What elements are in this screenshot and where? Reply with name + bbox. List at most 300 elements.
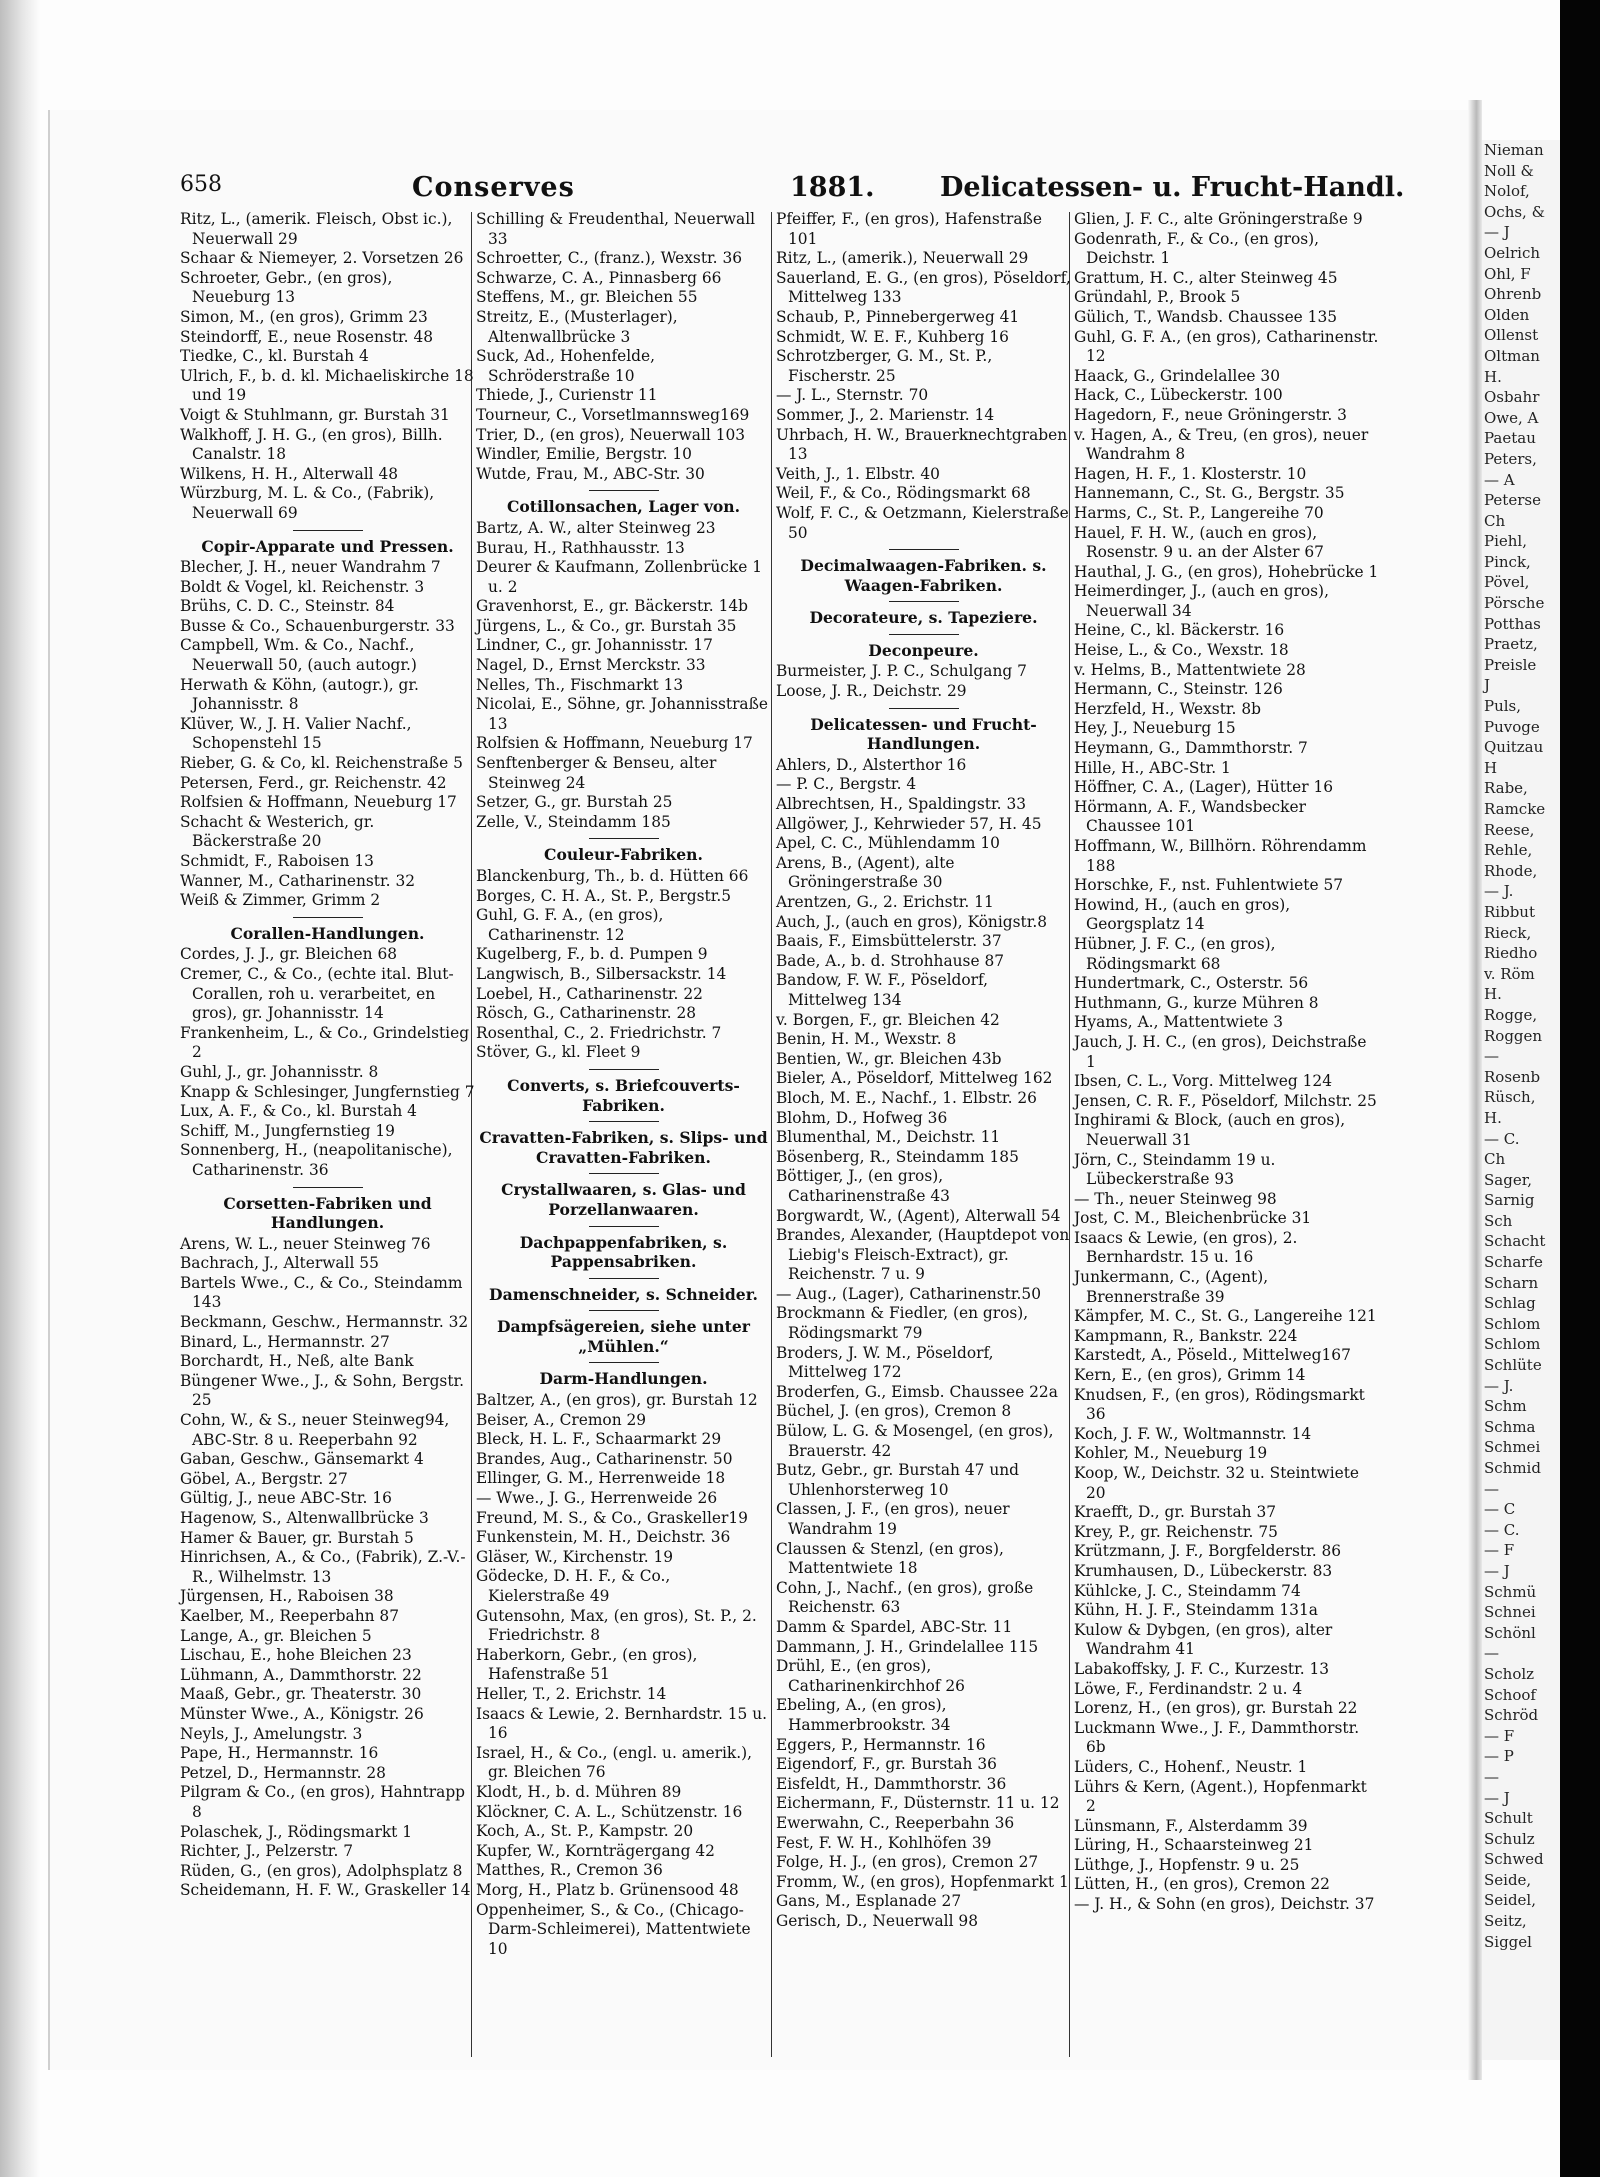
directory-entry: Funkenstein, M. H., Deichstr. 36 [476, 1528, 731, 1547]
facing-page-text: Schult [1484, 1809, 1533, 1828]
directory-entry: Loebel, H., Catharinenstr. 22 [476, 984, 703, 1003]
section-heading: Corallen-Handlungen. [180, 917, 475, 944]
directory-entry: Weiß & Zimmer, Grimm 2 [180, 891, 381, 910]
directory-entry: Fromm, W., (en gros), Hopfenmarkt 1 [776, 1872, 1069, 1891]
directory-entry: Godenrath, F., & Co., (en gros), Deichstr. 1 [1074, 229, 1320, 268]
facing-page-text: — J [1484, 1561, 1510, 1580]
section-heading: Dachpappenfabriken, s. Pappensabriken. [476, 1226, 771, 1272]
facing-page-text: Pinck, [1484, 552, 1531, 571]
directory-entry: Beiser, A., Cremon 29 [476, 1410, 647, 1429]
facing-page-text: — J. [1484, 1376, 1514, 1395]
facing-page-text: v. Röm [1484, 964, 1535, 983]
directory-entry: Kulow & Dybgen, (en gros), alter Wandrahm 41 [1074, 1620, 1333, 1659]
facing-page-text: Schnei [1484, 1603, 1536, 1622]
facing-page-text: Schlom [1484, 1314, 1541, 1333]
facing-page-text: Ohl, F [1484, 264, 1531, 283]
directory-entry: Blecher, J. H., neuer Wandrahm 7 [180, 558, 441, 577]
directory-entry: Gründahl, P., Brook 5 [1074, 288, 1241, 307]
directory-entry: — J. H., & Sohn (en gros), Deichstr. 37 [1074, 1895, 1375, 1914]
directory-entry: Bartels Wwe., C., & Co., Steindamm 143 [180, 1273, 463, 1312]
directory-entry: Büngener Wwe., J., & Sohn, Bergstr. 25 [180, 1371, 465, 1410]
directory-entry: Bülow, L. G. & Mosengel, (en gros), Brauerstr. 42 [776, 1422, 1054, 1460]
directory-entry: Hyams, A., Mattentwiete 3 [1074, 1013, 1284, 1032]
directory-entry: Nagel, D., Ernst Merckstr. 33 [476, 656, 706, 675]
directory-entry: Damm & Spardel, ABC-Str. 11 [776, 1617, 1013, 1636]
directory-entry: Schacht & Westerich, gr. Bäckerstraße 20 [180, 812, 375, 851]
directory-entry: Schwarze, C. A., Pinnasberg 66 [476, 268, 722, 287]
directory-entry: Fest, F. W. H., Kohlhöfen 39 [776, 1833, 992, 1852]
directory-entry: Morg, H., Platz b. Grünensood 48 [476, 1880, 739, 1899]
directory-entry: Schiff, M., Jungfernstieg 19 [180, 1121, 395, 1140]
facing-page-text: Schwed [1484, 1850, 1544, 1869]
directory-entry: Kern, E., (en gros), Grimm 14 [1074, 1366, 1306, 1385]
directory-entry: Wolf, F. C., & Oetzmann, Kielerstraße 50 [776, 503, 1069, 542]
directory-entry: Lüders, C., Hohenf., Neustr. 1 [1074, 1757, 1308, 1776]
directory-entry: Lorenz, H., (en gros), gr. Burstah 22 [1074, 1699, 1358, 1718]
facing-page-text: Ramcke [1484, 800, 1546, 818]
directory-entry: Bleck, H. L. F., Schaarmarkt 29 [476, 1430, 722, 1449]
directory-entry: Hermann, C., Steinstr. 126 [1074, 680, 1283, 699]
directory-entry: Gerisch, D., Neuerwall 98 [776, 1911, 978, 1930]
directory-entry: Lindner, C., gr. Johannisstr. 17 [476, 636, 713, 655]
directory-entry: Oppenheimer, S., & Co., (Chicago-Darm-Schleimerei), Mattentwiete 10 [476, 1900, 751, 1958]
directory-entry: v. Hagen, A., & Treu, (en gros), neuer Wandrahm 8 [1074, 425, 1369, 464]
directory-entry: Gläser, W., Kirchenstr. 19 [476, 1547, 674, 1566]
directory-entry: Ritz, L., (amerik.), Neuerwall 29 [776, 249, 1029, 268]
directory-entry: Nicolai, E., Söhne, gr. Johannisstraße 13 [476, 695, 768, 733]
directory-entry: Ebeling, A., (en gros), Hammerbrookstr. 34 [776, 1696, 951, 1734]
facing-page-text: — A [1484, 470, 1515, 489]
facing-page-text: Schönl [1484, 1623, 1536, 1642]
facing-page-text: Roggen [1484, 1026, 1543, 1045]
scan-shadow-left [0, 0, 40, 2177]
directory-entry: Jauch, J. H. C., (en gros), Deichstraße 1 [1074, 1032, 1367, 1071]
directory-entry: Harms, C., St. P., Langereihe 70 [1074, 503, 1324, 522]
directory-entry: Lux, A. F., & Co., kl. Burstah 4 [180, 1102, 417, 1121]
facing-page-text: Rüsch, [1484, 1088, 1536, 1107]
section-title-right: Delicatessen- u. Frucht-Handl. [940, 172, 1405, 203]
facing-page-text: Seide, [1484, 1870, 1532, 1889]
directory-entry: Ulrich, F., b. d. kl. Michaeliskirche 18 und 19 [180, 366, 474, 405]
section-heading: Corsetten-Fabriken und Handlungen. [180, 1187, 475, 1233]
directory-entry: Matthes, R., Cremon 36 [476, 1861, 663, 1880]
facing-page-text: Schlag [1484, 1294, 1536, 1313]
directory-entry: Schaub, P., Pinnebergerweg 41 [776, 307, 1020, 326]
section-heading: Decimalwaagen-Fabriken. s. Waagen-Fabriken. [776, 549, 1071, 595]
directory-entry: Petersen, Ferd., gr. Reichenstr. 42 [180, 773, 447, 792]
directory-entry: Arentzen, G., 2. Erichstr. 11 [776, 893, 994, 911]
facing-page-text: Rieck, [1484, 923, 1532, 942]
directory-entry: Brühs, C. D. C., Steinstr. 84 [180, 597, 395, 616]
facing-page-text: Noll & [1484, 161, 1534, 180]
directory-entry: Thiede, J., Curienstr 11 [476, 386, 658, 405]
directory-entry: Voigt & Stuhlmann, gr. Burstah 31 [180, 405, 450, 424]
directory-entry: Langwisch, B., Silbersackstr. 14 [476, 964, 727, 983]
facing-page-text: Ohrenb [1484, 285, 1542, 304]
facing-page-text: — J [1484, 223, 1510, 242]
section-heading: Deconpeure. [776, 634, 1071, 661]
directory-entry: Scheidemann, H. F. W., Graskeller 14 [180, 1881, 471, 1900]
directory-entry: Münster Wwe., A., Königstr. 26 [180, 1704, 424, 1723]
scan-edge [1560, 0, 1600, 2177]
directory-entry: Lütten, H., (en gros), Cremon 22 [1074, 1875, 1330, 1894]
directory-entry: Klüver, W., J. H. Valier Nachf., Schopenstehl 15 [180, 714, 412, 753]
directory-entry: Allgöwer, J., Kehrwieder 57, H. 45 [776, 814, 1042, 833]
facing-page-text: H. [1484, 367, 1502, 386]
directory-entry: Bloch, M. E., Nachf., 1. Elbstr. 26 [776, 1088, 1037, 1107]
directory-entry: Ewerwahn, C., Reeperbahn 36 [776, 1813, 1015, 1832]
directory-entry: Guhl, J., gr. Johannisstr. 8 [180, 1062, 379, 1081]
section-heading: Damenschneider, s. Schneider. [476, 1278, 771, 1305]
directory-entry: Krützmann, J. F., Borgfelderstr. 86 [1074, 1542, 1342, 1561]
facing-page-text: Ribbut [1484, 902, 1535, 921]
directory-entry: — Aug., (Lager), Catharinenstr.50 [776, 1284, 1042, 1303]
directory-entry: Rolfsien & Hoffmann, Neueburg 17 [180, 793, 457, 812]
directory-entry: Richter, J., Pelzerstr. 7 [180, 1842, 354, 1861]
directory-entry: Hannemann, C., St. G., Bergstr. 35 [1074, 484, 1345, 503]
directory-entry: Steffens, M., gr. Bleichen 55 [476, 288, 698, 307]
facing-page-text: — C. [1484, 1520, 1520, 1539]
directory-entry: Ellinger, G. M., Herrenweide 18 [476, 1469, 726, 1488]
facing-page-text: Sager, [1484, 1170, 1532, 1189]
facing-page-text: Schacht [1484, 1232, 1546, 1251]
directory-entry: Jörn, C., Steindamm 19 u. Lübeckerstraße 93 [1074, 1150, 1276, 1189]
directory-entry: — Th., neuer Steinweg 98 [1074, 1189, 1277, 1208]
directory-entry: Tiedke, C., kl. Burstah 4 [180, 347, 369, 366]
section-heading: Dampfsägereien, siehe unter „Mühlen.“ [476, 1310, 771, 1356]
directory-entry: Zelle, V., Steindamm 185 [476, 812, 671, 831]
directory-entry: Frankenheim, L., & Co., Grindelstieg 2 [180, 1023, 470, 1062]
facing-page-text: Praetz, [1484, 635, 1538, 654]
directory-entry: Herzfeld, H., Wexstr. 8b [1074, 699, 1261, 718]
facing-page-text: Piehl, [1484, 532, 1527, 551]
directory-entry: Hille, H., ABC-Str. 1 [1074, 758, 1231, 777]
directory-entry: Böttiger, J., (en gros), Catharinenstraße 43 [776, 1167, 950, 1205]
facing-page-text: Scholz [1484, 1664, 1535, 1683]
directory-entry: Eigendorf, F., gr. Burstah 36 [776, 1755, 997, 1774]
directory-entry: Dammann, J. H., Grindelallee 115 [776, 1637, 1039, 1656]
directory-entry: Apel, C. C., Mühlendamm 10 [776, 834, 1000, 853]
directory-entry: Bartz, A. W., alter Steinweg 23 [476, 518, 716, 537]
facing-page-text: Osbahr [1484, 388, 1540, 407]
directory-entry: Tourneur, C., Vorsetlmannsweg169 [476, 405, 750, 424]
facing-page-text: Schmei [1484, 1438, 1541, 1457]
directory-entry: Bösenberg, R., Steindamm 185 [776, 1147, 1019, 1166]
directory-entry: Kugelberg, F., b. d. Pumpen 9 [476, 945, 708, 964]
directory-entry: Beckmann, Geschw., Hermannstr. 32 [180, 1313, 469, 1332]
directory-entry: Cohn, W., & S., neuer Steinweg94, ABC-Str. 8 u. Reeperbahn 92 [180, 1411, 450, 1449]
directory-entry: Trier, D., (en gros), Neuerwall 103 [476, 425, 746, 444]
section-title-left: Conserves [412, 172, 575, 203]
directory-entry: Gravenhorst, E., gr. Bäckerstr. 14b [476, 597, 749, 616]
directory-entry: Bandow, F. W. F., Pöseldorf, Mittelweg 134 [776, 971, 989, 1009]
facing-page-text: J [1484, 676, 1491, 695]
directory-entry: Luckmann Wwe., J. F., Dammthorstr. 6b [1074, 1718, 1360, 1757]
facing-page-text: Rabe, [1484, 779, 1528, 798]
directory-entry: Weil, F., & Co., Rödingsmarkt 68 [776, 484, 1031, 503]
directory-entry: Bachrach, J., Alterwall 55 [180, 1254, 379, 1273]
section-heading: Decorateure, s. Tapeziere. [776, 601, 1071, 628]
directory-entry: Koch, J. F. W., Woltmannstr. 14 [1074, 1424, 1312, 1443]
directory-entry: Broderfen, G., Eimsb. Chaussee 22a [776, 1382, 1058, 1401]
directory-entry: Klodt, H., b. d. Mühren 89 [476, 1782, 682, 1801]
directory-entry: Burau, H., Rathhausstr. 13 [476, 538, 685, 557]
facing-page-text: Schmü [1484, 1582, 1537, 1601]
directory-entry: Uhrbach, H. W., Brauerknechtgraben 13 [776, 425, 1068, 464]
facing-page-text: Reese, [1484, 820, 1535, 839]
directory-entry: Veith, J., 1. Elbstr. 40 [776, 464, 940, 483]
directory-entry: Wanner, M., Catharinenstr. 32 [180, 871, 416, 890]
facing-page-text: Owe, A [1484, 408, 1539, 427]
directory-entry: Hamer & Bauer, gr. Burstah 5 [180, 1528, 414, 1547]
directory-entry: Gans, M., Esplanade 27 [776, 1892, 962, 1911]
facing-page-text: — C. [1484, 1129, 1520, 1148]
facing-page-text: Schoof [1484, 1685, 1536, 1704]
directory-entry: Hack, C., Lübeckerstr. 100 [1074, 386, 1283, 405]
facing-page-text: Preisle [1484, 655, 1537, 674]
directory-entry: Broders, J. W. M., Pöseldorf, Mittelweg 172 [776, 1343, 994, 1382]
directory-entry: Hey, J., Neueburg 15 [1074, 719, 1236, 738]
directory-entry: Heimerdinger, J., (auch en gros), Neuerwall 34 [1074, 582, 1329, 620]
directory-entry: Haack, G., Grindelallee 30 [1074, 366, 1281, 385]
facing-page-text: Schm [1484, 1397, 1527, 1416]
section-heading: Copir-Apparate und Pressen. [180, 530, 475, 557]
directory-entry: Sonnenberg, H., (neapolitanische), Catharinenstr. 36 [180, 1141, 453, 1179]
directory-entry: Kühlcke, J. C., Steindamm 74 [1074, 1581, 1301, 1600]
facing-page-text: H. [1484, 985, 1502, 1004]
directory-entry: Ritz, L., (amerik. Fleisch, Obst ic.), Neuerwall 29 [180, 210, 453, 248]
facing-page-text: Schma [1484, 1417, 1536, 1436]
directory-entry: Steindorff, E., neue Rosenstr. 48 [180, 327, 434, 346]
facing-page-text: Riedho [1484, 944, 1538, 963]
directory-entry: Hinrichsen, A., & Co., (Fabrik), Z.-V.-R., Wilhelmstr. 13 [180, 1548, 466, 1586]
directory-entry: Koop, W., Deichstr. 32 u. Steintwiete 20 [1074, 1464, 1360, 1502]
directory-entry: Bentien, W., gr. Bleichen 43b [776, 1049, 1002, 1068]
directory-entry: Lünsmann, F., Alsterdamm 39 [1074, 1816, 1308, 1835]
facing-page-text: Sarnig [1484, 1191, 1535, 1210]
directory-entry: Arens, B., (Agent), alte Gröningerstraße 30 [776, 853, 955, 892]
directory-entry: Ibsen, C. L., Vorg. Mittelweg 124 [1074, 1072, 1332, 1091]
section-heading: Delicatessen- und Frucht-Handlungen. [776, 708, 1071, 754]
directory-year: 1881. [790, 172, 875, 203]
directory-entry: Ahlers, D., Alsterthor 16 [776, 755, 967, 774]
directory-entry: Cohn, J., Nachf., (en gros), große Reichenstr. 63 [776, 1578, 1034, 1617]
directory-entry: Lühmann, A., Dammthorstr. 22 [180, 1665, 422, 1684]
directory-entry: Simon, M., (en gros), Grimm 23 [180, 307, 428, 326]
directory-entry: Schmidt, F., Raboisen 13 [180, 852, 374, 870]
directory-entry: Classen, J. F., (en gros), neuer Wandrahm 19 [776, 1500, 1010, 1538]
directory-entry: Israel, H., & Co., (engl. u. amerik.), gr. Bleichen 76 [476, 1743, 753, 1782]
section-heading: Cotillonsachen, Lager von. [476, 490, 771, 517]
facing-page-text: Ochs, & [1484, 202, 1545, 221]
directory-entry: Wilkens, H. H., Alterwall 48 [180, 464, 399, 483]
directory-entry: Bade, A., b. d. Strohhause 87 [776, 951, 1005, 970]
facing-page-text: — F [1484, 1726, 1515, 1745]
facing-page-text: — J [1484, 1788, 1510, 1807]
directory-entry: Petzel, D., Hermannstr. 28 [180, 1763, 386, 1782]
facing-page-text: Schlüte [1484, 1356, 1542, 1375]
directory-entry: Brockmann & Fiedler, (en gros), Rödingsmarkt 79 [776, 1304, 1029, 1343]
directory-entry: Arens, W. L., neuer Steinweg 76 [180, 1234, 431, 1253]
directory-entry: Lange, A., gr. Bleichen 5 [180, 1626, 372, 1645]
directory-entry: Inghirami & Block, (auch en gros), Neuerwall 31 [1074, 1111, 1346, 1149]
directory-entry: Koch, A., St. P., Kampstr. 20 [476, 1822, 694, 1841]
directory-column-4 [1074, 210, 1379, 1915]
directory-entry: Hörmann, A. F., Wandsbecker Chaussee 101 [1074, 797, 1306, 836]
directory-entry: Horschke, F., nst. Fuhlentwiete 57 [1074, 876, 1344, 895]
directory-entry: Blumenthal, M., Deichstr. 11 [776, 1128, 1001, 1147]
facing-page-text: Seitz, [1484, 1912, 1527, 1931]
facing-page-text: Schmid [1484, 1459, 1541, 1477]
facing-page-text: Puls, [1484, 697, 1522, 716]
directory-entry: Baais, F., Eimsbüttelerstr. 37 [776, 932, 1002, 951]
directory-entry: Borges, C. H. A., St. P., Bergstr.5 [476, 886, 732, 905]
directory-entry: Deurer & Kaufmann, Zollenbrücke 1 u. 2 [476, 558, 763, 596]
facing-page-text: Rhode, [1484, 861, 1538, 880]
directory-entry: Butz, Gebr., gr. Burstah 47 und Uhlenhorsterweg 10 [776, 1461, 1019, 1499]
facing-page-text: Schulz [1484, 1829, 1535, 1848]
directory-entry: Knudsen, F., (en gros), Rödingsmarkt 36 [1074, 1385, 1365, 1424]
directory-entry: Heine, C., kl. Bäckerstr. 16 [1074, 621, 1285, 640]
directory-entry: Jürgens, L., & Co., gr. Burstah 35 [476, 616, 737, 635]
directory-entry: Schroeter, Gebr., (en gros), Neueburg 13 [180, 268, 393, 307]
facing-page-text: Scharfe [1484, 1253, 1543, 1272]
facing-page-text: Rosenb [1484, 1067, 1541, 1086]
directory-entry: Lührs & Kern, (Agent.), Hopfenmarkt 2 [1074, 1777, 1367, 1816]
directory-entry: Eggers, P., Hermannstr. 16 [776, 1735, 986, 1754]
directory-entry: Jürgensen, H., Raboisen 38 [180, 1587, 394, 1606]
directory-entry: Schroetter, C., (franz.), Wexstr. 36 [476, 249, 743, 268]
directory-entry: Nelles, Th., Fischmarkt 13 [476, 675, 684, 694]
facing-page-text: — [1484, 1479, 1499, 1498]
directory-entry: — Wwe., J. G., Herrenweide 26 [476, 1489, 718, 1508]
directory-entry: Löwe, F., Ferdinandstr. 2 u. 4 [1074, 1679, 1303, 1698]
directory-entry: Borgwardt, W., (Agent), Alterwall 54 [776, 1206, 1061, 1225]
directory-entry: Jensen, C. R. F., Pöseldorf, Milchstr. 25 [1074, 1091, 1377, 1110]
directory-entry: Baltzer, A., (en gros), gr. Burstah 12 [476, 1391, 758, 1410]
directory-entry: Heller, T., 2. Erichstr. 14 [476, 1684, 667, 1703]
directory-entry: Albrechtsen, H., Spaldingstr. 33 [776, 795, 1027, 814]
facing-page-text: Potthas [1484, 614, 1541, 633]
directory-entry: Gutensohn, Max, (en gros), St. P., 2. Friedrichstr. 8 [476, 1606, 757, 1645]
facing-page-text: — J. [1484, 882, 1514, 901]
directory-entry: Walkhoff, J. H. G., (en gros), Billh. Canalstr. 18 [180, 425, 443, 464]
directory-entry: Büchel, J. (en gros), Cremon 8 [776, 1402, 1012, 1421]
directory-entry: Hagenow, S., Altenwallbrücke 3 [180, 1509, 429, 1527]
directory-entry: Pape, H., Hermannstr. 16 [180, 1744, 379, 1763]
directory-entry: Cremer, C., & Co., (echte ital. Blut-Corallen, roh u. verarbeitet, en gros), gr. Johannisstr. 14 [180, 964, 454, 1023]
directory-column-3 [776, 210, 1071, 1931]
directory-entry: Loose, J. R., Deichstr. 29 [776, 682, 967, 701]
directory-entry: Schaar & Niemeyer, 2. Vorsetzen 26 [180, 249, 464, 268]
directory-entry: Jost, C. M., Bleichenbrücke 31 [1074, 1209, 1312, 1228]
directory-entry: Drühl, E., (en gros), Catharinenkirchhof 26 [776, 1657, 965, 1695]
directory-entry: Junkermann, C., (Agent), Brennerstraße 39 [1074, 1268, 1269, 1306]
directory-entry: Hübner, J. F. C., (en gros), Rödingsmarkt 68 [1074, 934, 1276, 973]
directory-entry: — P. C., Bergstr. 4 [776, 775, 917, 794]
directory-entry: Rösch, G., Catharinenstr. 28 [476, 1004, 697, 1023]
facing-page-text: Peters, [1484, 449, 1537, 468]
directory-entry: Pilgram & Co., (en gros), Hahntrapp 8 [180, 1783, 466, 1821]
facing-page-text: Ollenst [1484, 326, 1539, 345]
directory-entry: Brandes, Alexander, (Hauptdepot von Liebig's Fleisch-Extract), gr. Reichenstr. 7 u. 9 [776, 1226, 1070, 1284]
facing-page-text: Olden [1484, 305, 1530, 324]
facing-page-text: Schlom [1484, 1335, 1541, 1354]
section-heading: Converts, s. Briefcouverts-Fabriken. [476, 1069, 771, 1115]
directory-entry: Hagen, H. F., 1. Klosterstr. 10 [1074, 464, 1307, 483]
directory-entry: Rieber, G. & Co, kl. Reichenstraße 5 [180, 754, 463, 773]
directory-entry: — J. L., Sternstr. 70 [776, 386, 929, 405]
directory-entry: Schilling & Freudenthal, Neuerwall 33 [476, 210, 756, 248]
directory-entry: Haberkorn, Gebr., (en gros), Hafenstraße 51 [476, 1645, 698, 1684]
directory-entry: Boldt & Vogel, kl. Reichenstr. 3 [180, 577, 425, 596]
directory-entry: Guhl, G. F. A., (en gros), Catharinenstr. 12 [476, 906, 664, 944]
directory-entry: Maaß, Gebr., gr. Theaterstr. 30 [180, 1685, 422, 1704]
directory-column-1 [180, 210, 475, 1901]
directory-entry: Göbel, A., Bergstr. 27 [180, 1469, 348, 1488]
directory-entry: Herwath & Köhn, (autogr.), gr. Johannisstr. 8 [180, 675, 419, 714]
running-head [180, 172, 1405, 208]
directory-entry: Isaacs & Lewie, (en gros), 2. Bernhardstr. 15 u. 16 [1074, 1228, 1298, 1267]
directory-entry: Binard, L., Hermannstr. 27 [180, 1332, 390, 1351]
directory-entry: Gülich, T., Wandsb. Chaussee 135 [1074, 307, 1338, 326]
book-spine [1468, 100, 1482, 2080]
directory-entry: Streitz, E., (Musterlager), Altenwallbrücke 3 [476, 307, 678, 346]
directory-entry: Blohm, D., Hofweg 36 [776, 1108, 948, 1127]
directory-entry: Schmidt, W. E. F., Kuhberg 16 [776, 327, 1009, 346]
facing-page-text: Rogge, [1484, 1005, 1538, 1024]
facing-page-text: Puvoge [1484, 717, 1540, 736]
facing-page-text: — C [1484, 1500, 1516, 1519]
facing-page-text: H [1484, 758, 1498, 777]
directory-entry: Cordes, J. J., gr. Bleichen 68 [180, 945, 398, 964]
directory-entry: Freund, M. S., & Co., Graskeller19 [476, 1508, 748, 1527]
directory-entry: Guhl, G. F. A., (en gros), Catharinenstr. 12 [1074, 327, 1379, 366]
directory-entry: Krumhausen, D., Lübeckerstr. 83 [1074, 1561, 1333, 1580]
directory-entry: Folge, H. J., (en gros), Cremon 27 [776, 1853, 1039, 1872]
facing-page-text: Pövel, [1484, 573, 1530, 592]
directory-entry: Kampmann, R., Bankstr. 224 [1074, 1326, 1298, 1345]
directory-entry: Eisfeldt, H., Dammthorstr. 36 [776, 1774, 1007, 1793]
section-heading: Crystallwaaren, s. Glas- und Porzellanwaaren. [476, 1173, 771, 1219]
facing-page-text: Schröd [1484, 1706, 1539, 1725]
directory-entry: Würzburg, M. L. & Co., (Fabrik), Neuerwall 69 [180, 484, 435, 522]
facing-page-text: — [1484, 1644, 1499, 1663]
directory-entry: Wutde, Frau, M., ABC-Str. 30 [476, 464, 705, 483]
directory-entry: Kupfer, W., Kornträgergang 42 [476, 1841, 715, 1860]
directory-column-2 [476, 210, 771, 1959]
directory-entry: Hundertmark, C., Osterstr. 56 [1074, 974, 1309, 993]
facing-page-text: Quitzau [1484, 738, 1544, 757]
directory-entry: Pfeiffer, F., (en gros), Hafenstraße 101 [776, 210, 1042, 248]
facing-page-text: Ch [1484, 511, 1506, 530]
directory-entry: Auch, J., (auch en gros), Königstr.8 [776, 912, 1048, 931]
directory-entry: Lüthge, J., Hopfenstr. 9 u. 25 [1074, 1855, 1300, 1874]
directory-entry: v. Borgen, F., gr. Bleichen 42 [776, 1010, 1000, 1029]
facing-page-text: Oelrich [1484, 243, 1541, 262]
directory-entry: Kraefft, D., gr. Burstah 37 [1074, 1503, 1277, 1522]
directory-entry: Windler, Emilie, Bergstr. 10 [476, 445, 692, 464]
directory-entry: Gödecke, D. H. F., & Co., Kielerstraße 49 [476, 1567, 671, 1605]
facing-page-text: Scharn [1484, 1273, 1539, 1292]
directory-entry: Knapp & Schlesinger, Jungfernstieg 7 [180, 1082, 475, 1101]
directory-entry: Sauerland, E. G., (en gros), Pöseldorf, Mittelweg 133 [776, 268, 1071, 307]
facing-page-text: — F [1484, 1541, 1515, 1560]
directory-entry: Rüden, G., (en gros), Adolphsplatz 8 [180, 1861, 463, 1880]
directory-entry: Huthmann, G., kurze Mühren 8 [1074, 993, 1319, 1012]
directory-entry: Polaschek, J., Rödingsmarkt 1 [180, 1822, 413, 1841]
directory-entry: Kühn, H. J. F., Steindamm 131a [1074, 1601, 1318, 1620]
